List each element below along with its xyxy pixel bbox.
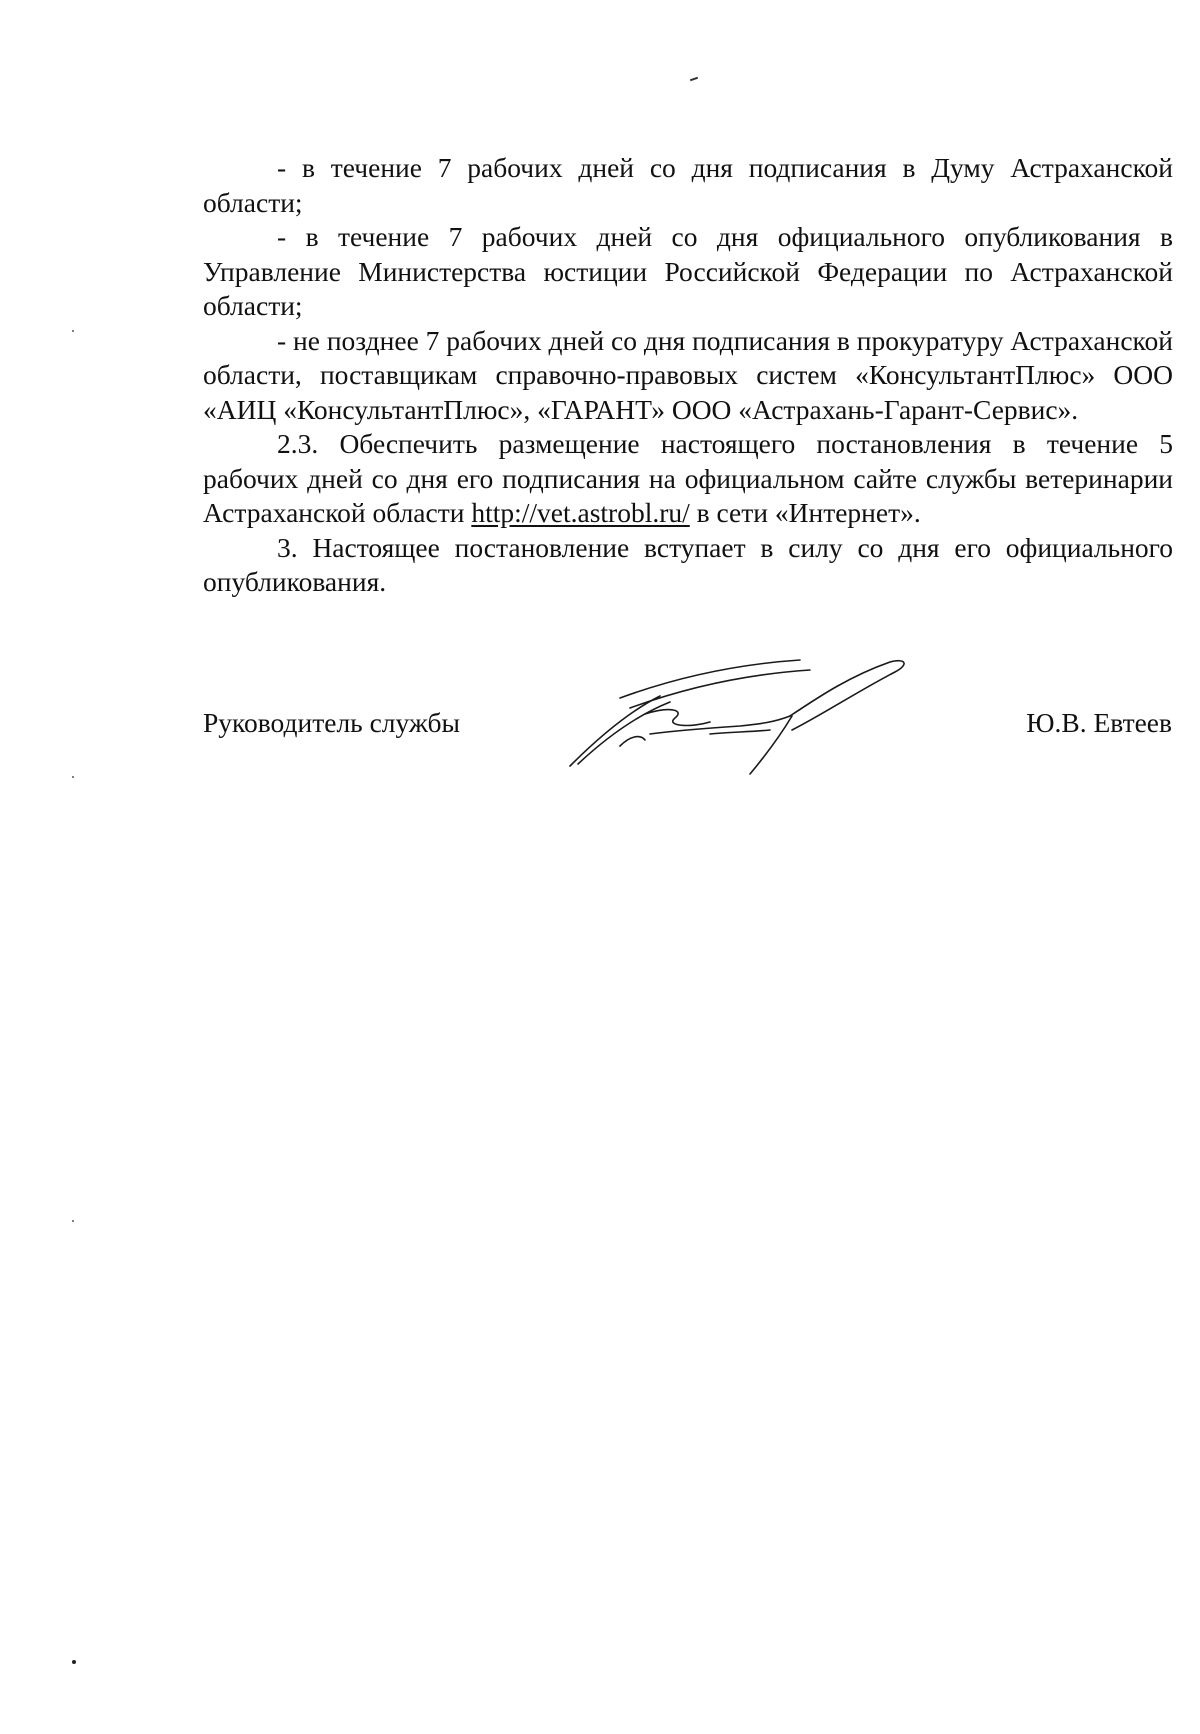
- scan-dot: [72, 776, 74, 778]
- paragraph-duma: - в течение 7 рабочих дней со дня подписания в Думу Астраханской области;: [203, 152, 1173, 218]
- handwritten-signature: [560, 656, 920, 776]
- scan-mark: [690, 77, 698, 82]
- paragraph-prosecutor: - не позднее 7 рабочих дней со дня подписания в прокуратуру Астраханской области, поставщикам справочно-правовых систем «КонсультантПлюс» ООО «АИЦ «КонсультантПлюс», «ГАРАНТ» ООО «Астрахань-Гарант-Сервис».: [203, 324, 1173, 425]
- paragraph-2-3: [203, 427, 1173, 531]
- website-link[interactable]: http://vet.astrobl.ru/: [471, 497, 690, 528]
- paragraph-2-3-text: 2.3. Обеспечить размещение настоящего постановления в течение 5 рабочих дней со дня его подписания на официальном сайте службы ветеринарии Астраханской области: [203, 428, 1173, 528]
- scan-dot: [72, 1660, 76, 1664]
- paragraph-justice-ministry: - в течение 7 рабочих дней со дня официального опубликования в Управление Министерства юстиции Российской Федерации по Астраханской области;: [203, 221, 1173, 321]
- signer-position: Руководитель службы: [203, 707, 461, 738]
- scan-dot: [72, 1220, 74, 1222]
- scan-dot: [72, 330, 74, 332]
- paragraph-3: 3. Настоящее постановление вступает в силу со дня его официального опубликования.: [203, 531, 1173, 597]
- paragraph-2-3-tail: в сети «Интернет».: [689, 497, 921, 528]
- document-body: [203, 151, 1173, 600]
- signer-name: Ю.В. Евтеев: [1026, 707, 1172, 738]
